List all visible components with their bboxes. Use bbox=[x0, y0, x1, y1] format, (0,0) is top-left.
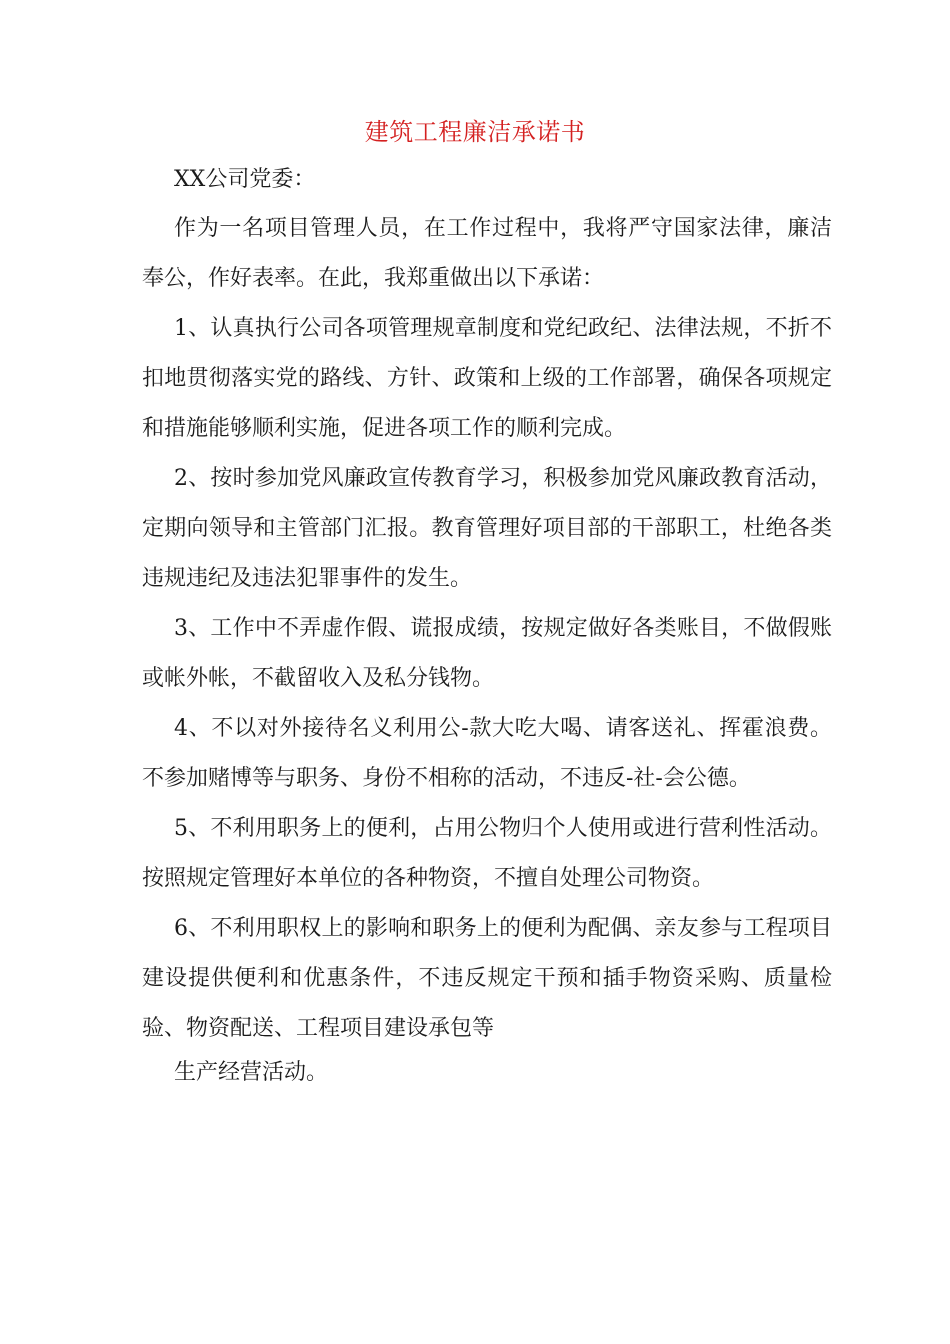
document-title: 建筑工程廉洁承诺书 bbox=[364, 118, 586, 146]
commitment-item-5: 5、不利用职务上的便利，占用公物归个人使用或进行营利性活动。按照规定管理好本单位的各种物资，不擅自处理公司物资。 bbox=[142, 816, 832, 891]
intro-paragraph: 作为一名项目管理人员，在工作过程中，我将严守国家法律，廉洁奉公，作好表率。在此，我郑重做出以下承诺： bbox=[142, 216, 832, 291]
commitment-item-6: 6、不利用职权上的影响和职务上的便利为配偶、亲友参与工程项目建设提供便利和优惠条件，不违反规定干预和插手物资采购、质量检验、物资配送、工程项目建设承包等 bbox=[142, 916, 832, 1041]
commitment-item-3: 3、工作中不弄虚作假、谎报成绩，按规定做好各类账目，不做假账或帐外帐，不截留收入及私分钱物。 bbox=[142, 616, 832, 691]
commitment-item-2: 2、按时参加党风廉政宣传教育学习，积极参加党风廉政教育活动，定期向领导和主管部门汇报。教育管理好项目部的干部职工，杜绝各类违规违纪及违法犯罪事件的发生。 bbox=[142, 466, 832, 591]
commitment-item-1: 1、认真执行公司各项管理规章制度和党纪政纪、法律法规，不折不扣地贯彻落实党的路线、方针、政策和上级的工作部署，确保各项规定和措施能够顺利实施，促进各项工作的顺利完成。 bbox=[142, 316, 832, 441]
document-body bbox=[142, 204, 832, 1054]
salutation: XX公司党委： bbox=[174, 167, 316, 192]
closing-line: 生产经营活动。 bbox=[174, 1060, 329, 1085]
commitment-item-4: 4、不以对外接待名义利用公-款大吃大喝、请客送礼、挥霍浪费。不参加赌博等与职务、身份不相称的活动，不违反-社-会公德。 bbox=[142, 716, 832, 791]
